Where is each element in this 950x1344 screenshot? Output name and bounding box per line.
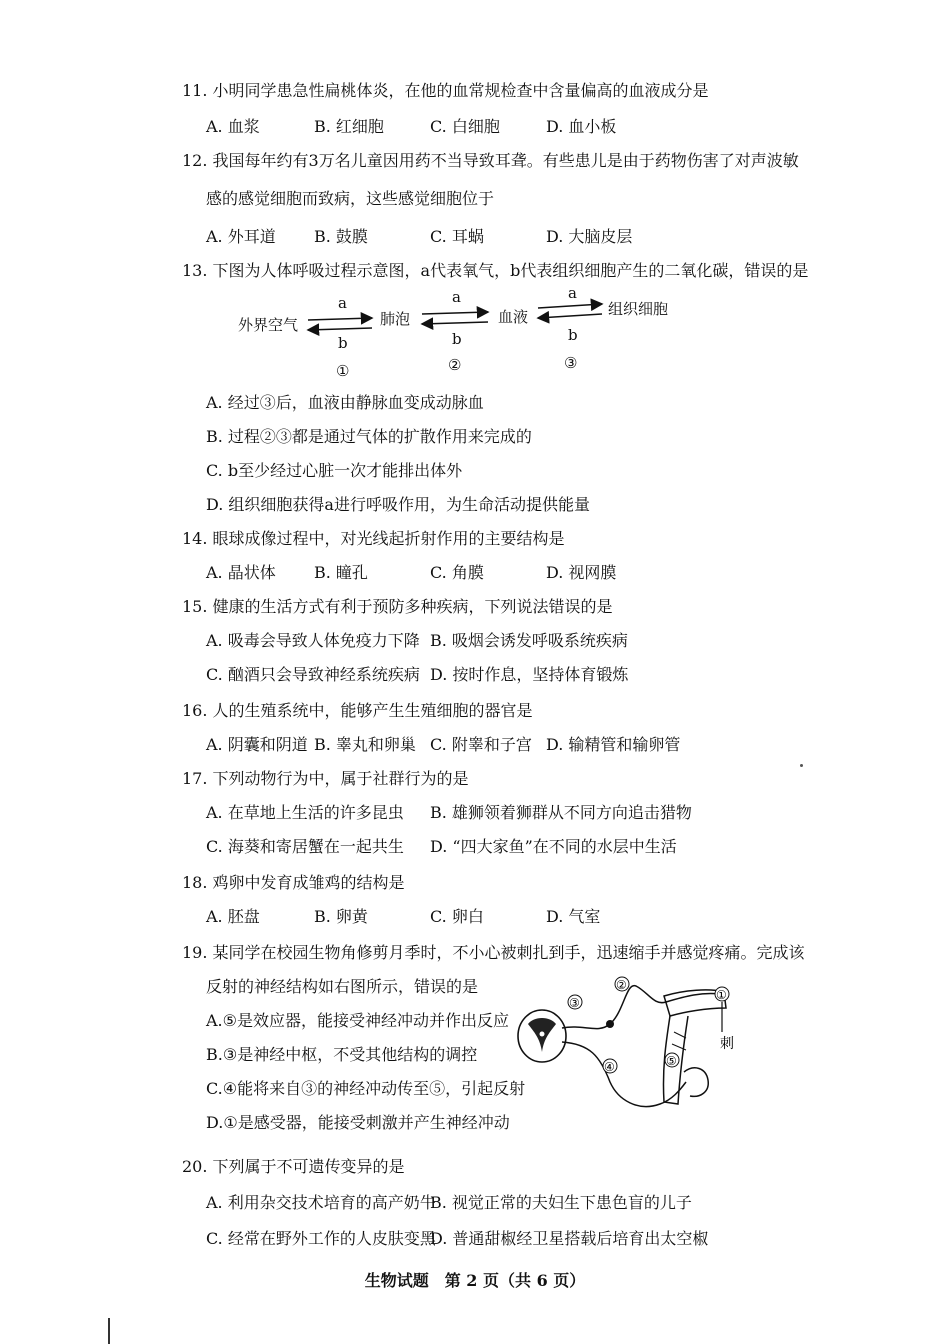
label-1: ① xyxy=(716,988,727,1002)
option-c: C. 附睾和子宫 xyxy=(430,735,532,754)
central-canal xyxy=(540,1032,545,1037)
question-13-option-d: D. 组织细胞获得a进行呼吸作用，为生命活动提供能量 xyxy=(206,495,590,514)
label-b-2: b xyxy=(452,330,462,348)
option-b: B. 吸烟会诱发呼吸系统疾病 xyxy=(430,631,628,650)
option-b: B. 睾丸和卵巢 xyxy=(314,735,416,754)
arrow-a-3 xyxy=(538,304,602,308)
option-d: D. 按时作息，坚持体育锻炼 xyxy=(430,665,629,684)
question-13-stem: 13. 下图为人体呼吸过程示意图，a代表氧气，b代表组织细胞产生的二氧化碳，错误的是 xyxy=(182,261,809,280)
question-15-stem: 15. 健康的生活方式有利于预防多种疾病，下列说法错误的是 xyxy=(182,597,613,616)
question-11-stem: 11. 小明同学患急性扁桃体炎，在他的血常规检查中含量偏高的血液成分是 xyxy=(182,81,709,100)
question-19-stem-continued: 反射的神经结构如右图所示，错误的是 xyxy=(206,977,479,996)
question-16-stem: 16. 人的生殖系统中，能够产生生殖细胞的器官是 xyxy=(182,701,533,720)
respiration-process-diagram xyxy=(236,284,676,384)
option-c: C. 经常在野外工作的人皮肤变黑 xyxy=(206,1229,436,1248)
node-alveoli: 肺泡 xyxy=(380,310,411,328)
question-19-option-a: A.⑤是效应器，能接受神经冲动并作出反应 xyxy=(206,1011,509,1030)
question-18-stem: 18. 鸡卵中发育成雏鸡的结构是 xyxy=(182,873,405,892)
step-3: ③ xyxy=(564,354,578,372)
label-3: ③ xyxy=(569,996,580,1010)
question-17-stem: 17. 下列动物行为中，属于社群行为的是 xyxy=(182,769,469,788)
option-d: D. 普通甜椒经卫星搭载后培育出太空椒 xyxy=(430,1229,709,1248)
option-a: A. 晶状体 xyxy=(206,563,276,582)
question-19-option-c: C.④能将来自③的神经冲动传至⑤，引起反射 xyxy=(206,1079,526,1098)
option-b: B. 视觉正常的夫妇生下患色盲的儿子 xyxy=(430,1193,692,1212)
option-b: B. 鼓膜 xyxy=(314,227,368,246)
option-c: C. 酗酒只会导致神经系统疾病 xyxy=(206,665,420,684)
option-c: C. 耳蜗 xyxy=(430,227,484,246)
step-1: ① xyxy=(336,362,350,380)
option-d: D. “四大家鱼”在不同的水层中生活 xyxy=(430,837,677,856)
question-20-stem: 20. 下列属于不可遗传变异的是 xyxy=(182,1157,405,1176)
option-b: B. 瞳孔 xyxy=(314,563,368,582)
option-c: C. 角膜 xyxy=(430,563,484,582)
binding-margin-mark xyxy=(108,1318,110,1344)
option-a: A. 阴囊和阴道 xyxy=(206,735,308,754)
option-a: A. 胚盘 xyxy=(206,907,260,926)
option-b: B. 红细胞 xyxy=(314,117,384,136)
option-d: D. 气室 xyxy=(546,907,601,926)
option-a: A. 利用杂交技术培育的高产奶牛 xyxy=(206,1193,436,1212)
question-13-option-b: B. 过程②③都是通过气体的扩散作用来完成的 xyxy=(206,427,532,446)
option-a: A. 血浆 xyxy=(206,117,260,136)
question-12-stem-continued: 感的感觉细胞而致病，这些感觉细胞位于 xyxy=(206,189,495,208)
option-a: A. 吸毒会导致人体免疫力下降 xyxy=(206,631,420,650)
node-blood: 血液 xyxy=(498,308,529,326)
thorn-label: 刺 xyxy=(720,1036,734,1052)
question-13-option-c: C. b至少经过心脏一次才能排出体外 xyxy=(206,461,463,480)
reflex-arc-figure xyxy=(514,972,740,1144)
arrow-b-2 xyxy=(422,322,488,324)
ganglion xyxy=(606,1020,614,1028)
option-d: D. 输精管和输卵管 xyxy=(546,735,681,754)
node-tissue-cells: 组织细胞 xyxy=(608,300,669,318)
label-5: ⑤ xyxy=(666,1054,677,1068)
afferent-nerve xyxy=(562,986,720,1029)
option-d: D. 视网膜 xyxy=(546,563,617,582)
question-13-option-a: A. 经过③后，血液由静脉血变成动脉血 xyxy=(206,393,484,412)
label-b-1: b xyxy=(338,334,348,352)
label-a-2: a xyxy=(452,288,461,306)
arrow-a-1 xyxy=(308,318,372,320)
page-footer: 生物试题 第 2 页（共 6 页） xyxy=(364,1271,586,1290)
question-19-option-b: B.③是神经中枢，不受其他结构的调控 xyxy=(206,1045,478,1064)
step-2: ② xyxy=(448,356,462,374)
option-b: B. 卵黄 xyxy=(314,907,368,926)
question-19-option-d: D.①是感受器，能接受刺激并产生神经冲动 xyxy=(206,1113,510,1132)
arrow-b-3 xyxy=(538,314,602,318)
label-2: ② xyxy=(616,978,627,992)
option-b: B. 雄狮领着狮群从不同方向追击猎物 xyxy=(430,803,692,822)
label-4: ④ xyxy=(604,1060,615,1074)
question-12-stem: 12. 我国每年约有3万名儿童因用药不当导致耳聋。有些患儿是由于药物伤害了对声波敏 xyxy=(182,151,799,170)
option-c: C. 海葵和寄居蟹在一起共生 xyxy=(206,837,404,856)
efferent-nerve xyxy=(562,1042,686,1107)
label-a-3: a xyxy=(568,284,577,302)
question-19-stem: 19. 某同学在校园生物角修剪月季时，不小心被刺扎到手，迅速缩手并感觉疼痛。完成该 xyxy=(182,943,805,962)
option-c: C. 卵白 xyxy=(430,907,484,926)
scan-speck xyxy=(800,764,803,767)
arrow-b-1 xyxy=(308,328,372,330)
option-d: D. 大脑皮层 xyxy=(546,227,633,246)
arrow-a-2 xyxy=(422,312,488,314)
option-a: A. 外耳道 xyxy=(206,227,276,246)
node-outside-air: 外界空气 xyxy=(238,316,299,334)
option-d: D. 血小板 xyxy=(546,117,617,136)
label-b-3: b xyxy=(568,326,578,344)
option-c: C. 白细胞 xyxy=(430,117,500,136)
label-a-1: a xyxy=(338,294,347,312)
option-a: A. 在草地上生活的许多昆虫 xyxy=(206,803,404,822)
hand xyxy=(684,1068,708,1097)
question-14-stem: 14. 眼球成像过程中，对光线起折射作用的主要结构是 xyxy=(182,529,565,548)
